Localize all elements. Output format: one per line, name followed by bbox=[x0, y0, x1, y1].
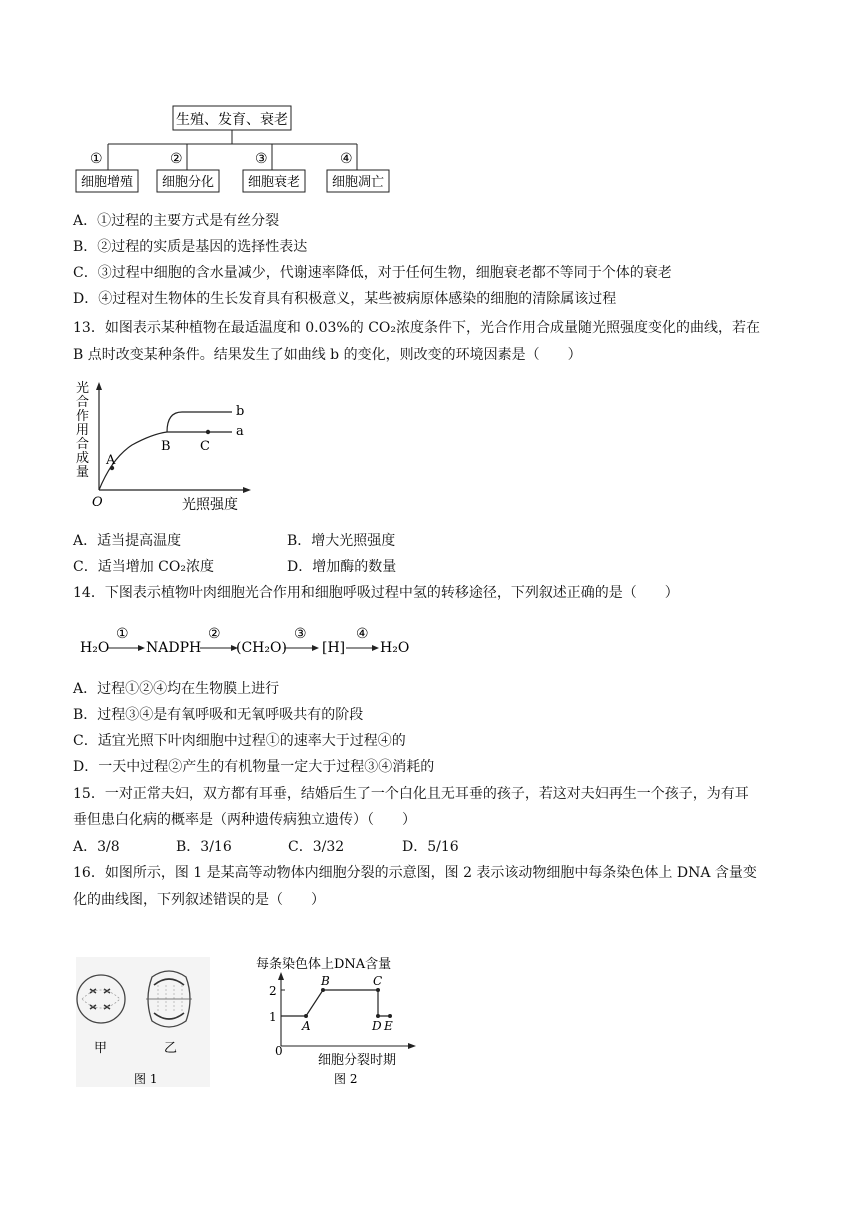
q14-pathway bbox=[78, 622, 418, 662]
q14-node-1: H₂O bbox=[80, 640, 110, 656]
q14-step-3: ③ bbox=[294, 626, 307, 642]
q15-option-c: C．3/32 bbox=[288, 839, 345, 855]
q15-stem-line2: 垂但患白化病的概率是（两种遗传病独立遗传）（ ） bbox=[73, 812, 416, 828]
fig1-label-yi: 乙 bbox=[164, 1041, 178, 1056]
q13-option-b: B．增大光照强度 bbox=[287, 533, 396, 549]
q14-node-5: H₂O bbox=[380, 640, 410, 656]
q16-figure-2 bbox=[252, 950, 422, 1090]
q13-origin: O bbox=[92, 495, 103, 510]
fig2-xlabel: 细胞分裂时期 bbox=[318, 1053, 397, 1068]
fig2-ytick-0: 0 bbox=[275, 1044, 283, 1058]
q12-option-a: A．①过程的主要方式是有丝分裂 bbox=[73, 213, 280, 229]
q15-option-d: D．5/16 bbox=[402, 839, 459, 855]
q13-stem-line1: 13．如图表示某种植物在最适温度和 0.03%的 CO₂浓度条件下，光合作用合成量随光照强度变化的曲线，若在 bbox=[73, 320, 760, 336]
q13-curve-b: b bbox=[236, 404, 245, 419]
q12-box-1: 细胞增殖 bbox=[80, 175, 134, 190]
fig2-point-e: E bbox=[384, 1019, 393, 1033]
q13-point-b: B bbox=[161, 439, 171, 454]
q16-stem-line2: 化的曲线图，下列叙述错误的是（ ） bbox=[73, 892, 325, 908]
q13-option-d: D．增加酶的数量 bbox=[287, 559, 397, 575]
q14-node-4: [H] bbox=[322, 640, 346, 656]
q12-num-3: ③ bbox=[255, 151, 268, 167]
q14-node-3: (CH₂O) bbox=[236, 640, 287, 656]
fig2-point-b: B bbox=[321, 974, 330, 988]
q14-option-a: A．过程①②④均在生物膜上进行 bbox=[73, 681, 280, 697]
q14-step-4: ④ bbox=[356, 626, 369, 642]
q14-step-2: ② bbox=[208, 626, 221, 642]
q15-option-a: A．3/8 bbox=[73, 839, 120, 855]
q13-curve-a: a bbox=[236, 424, 244, 439]
q14-stem: 14．下图表示植物叶肉细胞光合作用和细胞呼吸过程中氢的转移途径，下列叙述正确的是（ ） bbox=[73, 585, 679, 601]
fig1-caption: 图 1 bbox=[134, 1072, 158, 1086]
q16-figure-1 bbox=[74, 955, 214, 1090]
q14-option-c: C．适宜光照下叶肉细胞中过程①的速率大于过程④的 bbox=[73, 733, 406, 749]
q13-graph bbox=[72, 378, 272, 518]
q12-option-d: D．④过程对生物体的生长发育具有积极意义，某些被病原体感染的细胞的清除属该过程 bbox=[73, 291, 617, 307]
q13-point-a: A bbox=[106, 453, 116, 468]
q12-num-4: ④ bbox=[340, 151, 353, 167]
q12-option-b: B．②过程的实质是基因的选择性表达 bbox=[73, 239, 308, 255]
q13-option-c: C．适当增加 CO₂浓度 bbox=[73, 559, 214, 575]
q13-point-c: C bbox=[200, 439, 210, 454]
q14-option-d: D．一天中过程②产生的有机物量一定大于过程③④消耗的 bbox=[73, 759, 435, 775]
fig1-label-jia: 甲 bbox=[94, 1041, 108, 1056]
q13-stem-line2: B 点时改变某种条件。结果发生了如曲线 b 的变化，则改变的环境因素是（ ） bbox=[73, 347, 582, 363]
q12-num-1: ① bbox=[90, 151, 103, 167]
fig2-caption: 图 2 bbox=[334, 1072, 358, 1086]
fig2-ytick-2: 2 bbox=[269, 984, 277, 998]
q13-option-a: A．适当提高温度 bbox=[73, 533, 182, 549]
fig2-point-c: C bbox=[373, 974, 383, 988]
fig2-ytick-1: 1 bbox=[269, 1010, 277, 1024]
q15-option-b: B．3/16 bbox=[176, 839, 232, 855]
fig2-ylabel: 每条染色体上DNA含量 bbox=[256, 957, 392, 972]
fig2-point-a: A bbox=[302, 1019, 311, 1033]
q12-box-2: 细胞分化 bbox=[161, 175, 215, 190]
q12-box-3: 细胞衰老 bbox=[247, 175, 301, 190]
q12-num-2: ② bbox=[170, 151, 183, 167]
q12-option-c: C．③过程中细胞的含水量减少，代谢速率降低，对于任何生物，细胞衰老都不等同于个体的衰老 bbox=[73, 265, 672, 281]
q16-stem-line1: 16．如图所示，图 1 是某高等动物体内细胞分裂的示意图，图 2 表示该动物细胞中每条染色体上 DNA 含量变 bbox=[73, 865, 757, 881]
q14-option-b: B．过程③④是有氧呼吸和无氧呼吸共有的阶段 bbox=[73, 707, 364, 723]
fig2-point-d: D bbox=[372, 1019, 382, 1033]
q12-diagram bbox=[70, 100, 410, 195]
q12-top-box: 生殖、发育、衰老 bbox=[176, 112, 288, 128]
q14-node-2: NADPH bbox=[146, 640, 202, 656]
q15-stem-line1: 15．一对正常夫妇，双方都有耳垂，结婚后生了一个白化且无耳垂的孩子，若这对夫妇再生一个孩子，为有耳 bbox=[73, 786, 749, 802]
q13-ylabel: 光合作用合成量 bbox=[76, 381, 90, 480]
q12-box-4: 细胞凋亡 bbox=[331, 175, 385, 190]
q13-xlabel: 光照强度 bbox=[182, 497, 238, 513]
q14-step-1: ① bbox=[116, 626, 129, 642]
